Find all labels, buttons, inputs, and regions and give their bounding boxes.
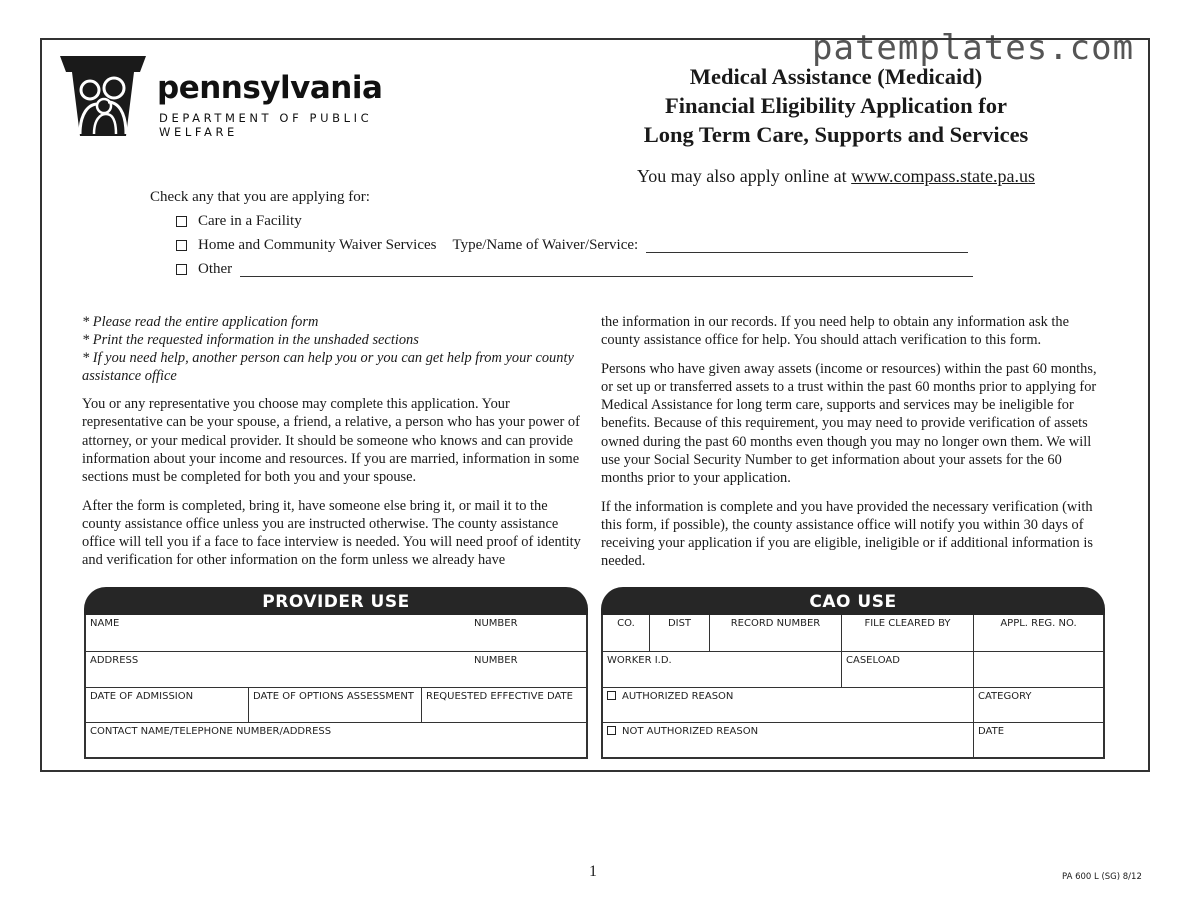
instruction-bullet-1: * Please read the entire application form <box>82 314 319 330</box>
record-number-cell[interactable]: RECORD NUMBER <box>709 615 841 651</box>
checkbox[interactable] <box>176 240 187 251</box>
authorized-reason-label: AUTHORIZED REASON <box>622 691 734 702</box>
cao-use-body <box>601 615 1105 759</box>
pa-logo <box>60 56 440 140</box>
instruction-paragraph-submit: After the form is completed, bring it, have someone else bring it, or mail it to the county assistance office unless you are instructed otherwise. The county assistance office will tell you if a face to face interview is needed. You will need proof of identity and verification for other information on the form unless we already have <box>82 497 581 569</box>
provider-row-dates <box>86 687 586 722</box>
provider-row-name <box>86 615 586 651</box>
instruction-bullet-2: * Print the requested information in the unshaded sections <box>82 332 419 349</box>
keystone-family-icon <box>60 56 146 136</box>
provider-row-address <box>86 651 586 687</box>
instruction-paragraph-assets: Persons who have given away assets (income or resources) within the past 60 months, or set up or transferred assets to a trust within the past 60 months prior to applying for Medical Assistance for long term care, supports and services may be ineligible for benefits. Because of this requirement, you may need to provide verification of assets owned during the past 60 months even though you may no longer own them. We will use your Social Security Number to get information about your assets for the 60 months prior to your application. <box>601 361 1097 486</box>
compass-link[interactable]: www.compass.state.pa.us <box>851 166 1035 186</box>
file-cleared-cell[interactable]: FILE CLEARED BY <box>841 615 973 651</box>
instructions-right-column <box>601 313 1103 581</box>
cao-use-table <box>601 587 1105 759</box>
co-cell[interactable]: CO. <box>617 618 635 629</box>
authorized-reason-cell[interactable] <box>603 688 973 722</box>
appl-reg-cell[interactable]: APPL. REG. NO. <box>973 615 1103 651</box>
waiver-type-field[interactable] <box>646 239 968 253</box>
provider-name-cell[interactable] <box>86 615 586 651</box>
online-prefix: You may also apply online at <box>637 166 852 186</box>
checkbox[interactable] <box>607 726 616 735</box>
cao-row-authorized <box>603 687 1103 722</box>
cao-use-heading: CAO USE <box>601 587 1105 615</box>
provider-use-body <box>84 615 588 759</box>
provider-address-cell[interactable] <box>86 652 586 687</box>
other-field[interactable] <box>240 263 973 277</box>
form-title <box>600 62 1072 149</box>
dist-cell[interactable]: DIST <box>649 615 709 651</box>
page-number: 1 <box>589 863 597 880</box>
instruction-paragraph-records: the information in our records. If you need help to obtain any information ask the county assistance office for help. You should attach verification to this form. <box>601 314 1069 349</box>
option-other[interactable] <box>176 261 973 278</box>
worker-id-cell[interactable]: WORKER I.D. <box>607 655 672 666</box>
requested-date-cell[interactable]: REQUESTED EFFECTIVE DATE <box>421 688 586 722</box>
provider-use-table <box>84 587 588 759</box>
title-line-1: Medical Assistance (Medicaid) <box>689 64 983 89</box>
form-code: PA 600 L (SG) 8/12 <box>1062 872 1142 882</box>
applying-heading: Check any that you are applying for: <box>150 189 370 205</box>
cao-row-not-authorized <box>603 722 1103 757</box>
caseload-cell[interactable]: CASELOAD <box>841 652 973 687</box>
watermark: patemplates.com <box>812 28 1135 68</box>
cao-row-worker <box>603 651 1103 687</box>
option-label: Other <box>198 261 233 277</box>
category-cell[interactable]: CATEGORY <box>973 688 1103 722</box>
not-authorized-reason-label: NOT AUTHORIZED REASON <box>622 726 759 737</box>
online-apply-note <box>600 166 1072 187</box>
contact-cell[interactable]: CONTACT NAME/TELEPHONE NUMBER/ADDRESS <box>90 726 332 737</box>
checkbox[interactable] <box>176 216 187 227</box>
waiver-type-label: Type/Name of Waiver/Service: <box>452 237 639 253</box>
provider-row-contact <box>86 722 586 757</box>
cao-row-record <box>603 615 1103 651</box>
provider-address-label: ADDRESS <box>90 655 139 666</box>
title-line-3: Long Term Care, Supports and Services <box>643 122 1029 147</box>
date-options-cell[interactable]: DATE OF OPTIONS ASSESSMENT <box>248 688 421 722</box>
date-cell[interactable]: DATE <box>973 723 1103 757</box>
provider-name-label: NAME <box>90 618 120 629</box>
instruction-paragraph-representative: You or any representative you choose may complete this application. Your representative can be your spouse, a friend, a relative, a person who has your power of attorney, or your medical provider. It should be someone who knows and can provide information about your income and resources. If you are married, information in some sections must be completed for both you and your spouse. <box>82 396 580 485</box>
date-admission-cell[interactable]: DATE OF ADMISSION <box>90 691 194 702</box>
checkbox[interactable] <box>607 691 616 700</box>
logo-department-text: DEPARTMENT OF PUBLIC WELFARE <box>159 111 373 139</box>
option-care-facility[interactable] <box>176 213 302 230</box>
provider-address-number-label: NUMBER <box>474 655 518 666</box>
instruction-paragraph-notify: If the information is complete and you have provided the necessary verification (with this form, if possible), the county assistance office will notify you within 30 days of receiving your application if you are eligible, ineligible or if additional information is needed. <box>601 498 1093 570</box>
option-waiver-services[interactable] <box>176 237 968 254</box>
provider-number-label: NUMBER <box>474 618 518 629</box>
option-label: Care in a Facility <box>198 213 302 229</box>
logo-brand-text: pennsylvania <box>157 70 383 106</box>
instruction-bullet-3: * If you need help, another person can help you or you can get help from your county assistance office <box>82 350 574 385</box>
provider-use-heading: PROVIDER USE <box>84 587 588 615</box>
title-line-2: Financial Eligibility Application for <box>665 93 1007 118</box>
instructions-left-column <box>82 313 587 580</box>
option-label: Home and Community Waiver Services <box>198 237 437 253</box>
blank-cell[interactable] <box>973 652 1103 687</box>
checkbox[interactable] <box>176 264 187 275</box>
not-authorized-reason-cell[interactable] <box>603 723 973 757</box>
